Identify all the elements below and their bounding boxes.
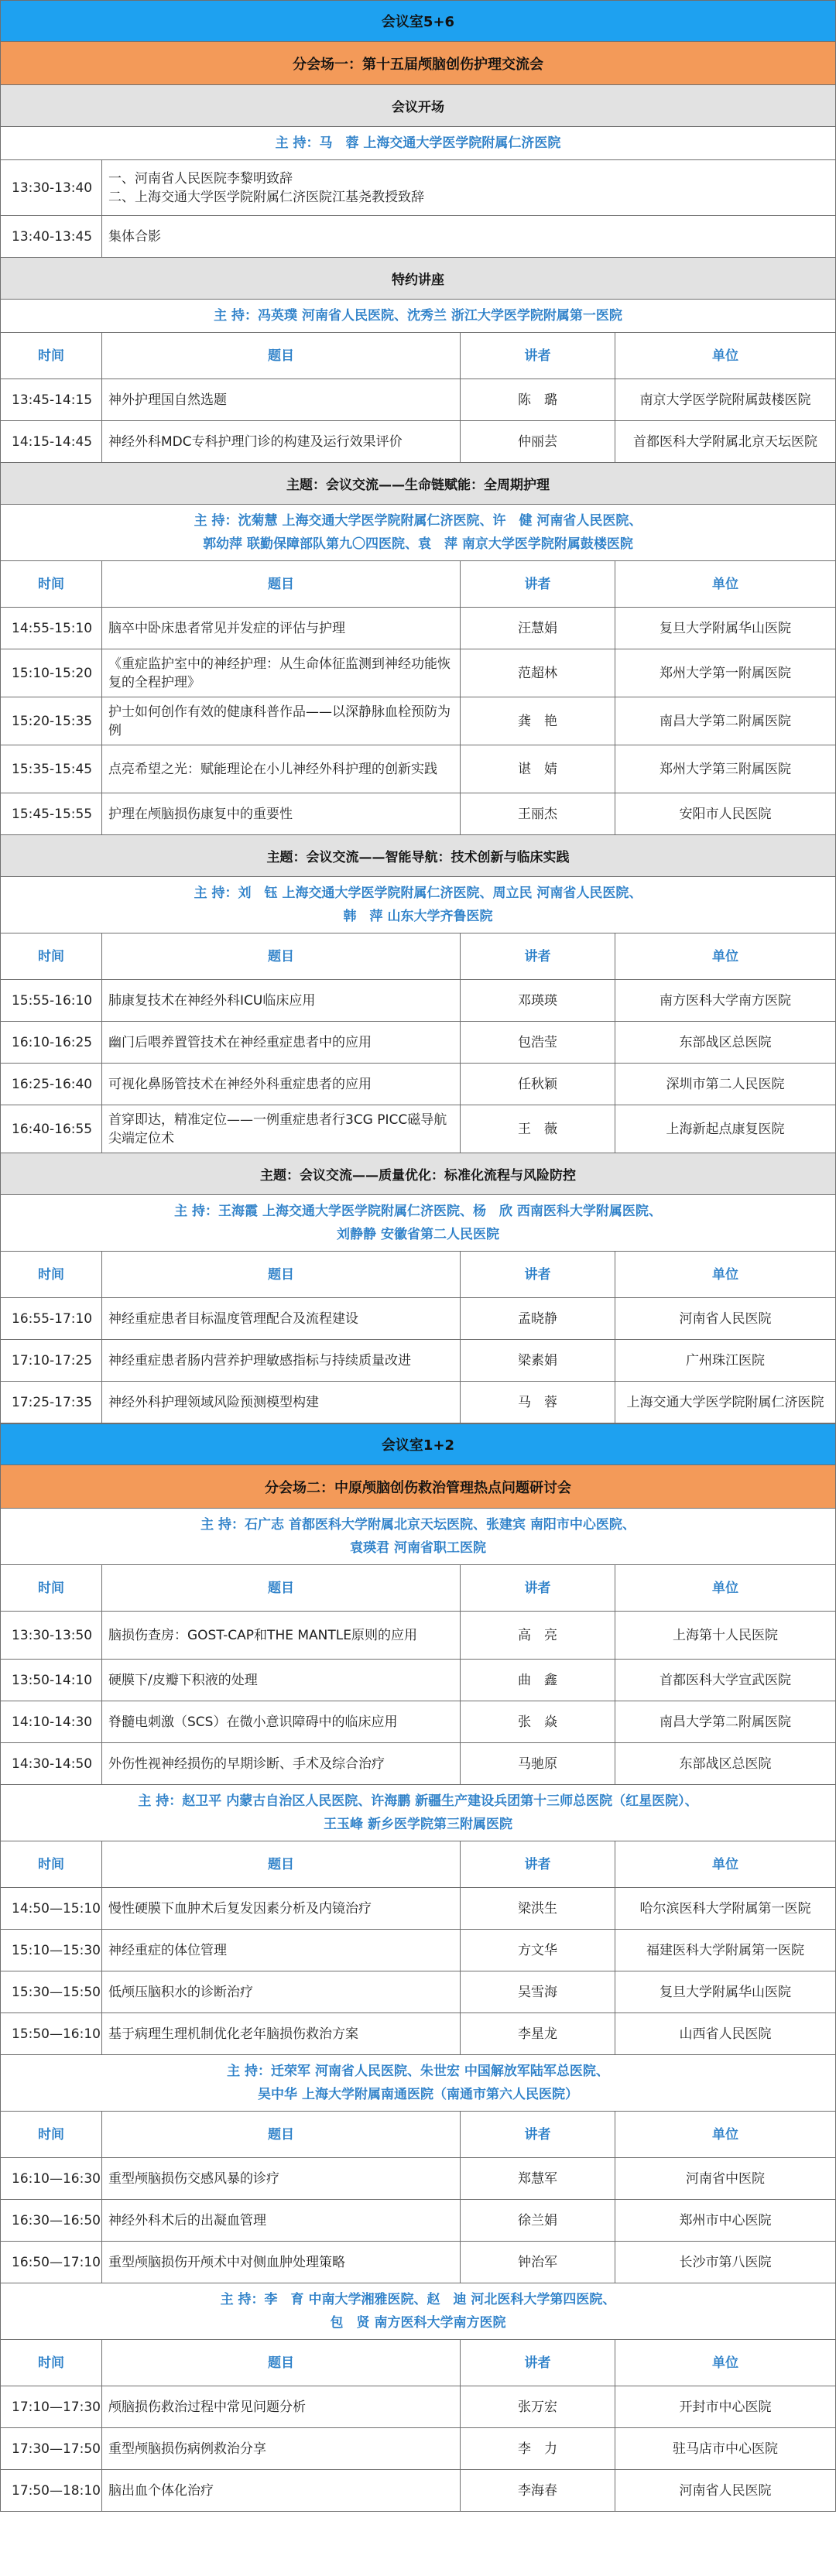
row-speaker: 李海春 <box>460 2470 615 2511</box>
row-time: 13:45-14:15 <box>12 392 93 408</box>
row-speaker: 李 力 <box>460 2428 615 2469</box>
row-topic-lines: 一、河南省人民医院李黎明致辞 二、上海交通大学医学院附属仁济医院江基尧教授致辞 <box>108 170 424 205</box>
schedule-row <box>0 1888 836 1930</box>
row-speaker: 曲 鑫 <box>460 1660 615 1701</box>
header-topic: 题目 <box>101 333 460 379</box>
row-unit: 郑州市中心医院 <box>615 2200 835 2241</box>
row-speaker: 马驰原 <box>460 1743 615 1784</box>
schedule-row <box>0 649 836 697</box>
schedule-row <box>0 2200 836 2242</box>
header-topic: 题目 <box>101 2340 460 2386</box>
row-time: 15:35-15:45 <box>12 761 93 777</box>
schedule-row <box>0 1660 836 1701</box>
header-time: 时间 <box>38 1856 64 1872</box>
host-text: 主 持：刘 钰 上海交通大学医学院附属仁济医院、周立民 河南省人民医院、 韩 萍 山东大学齐鲁医院 <box>194 886 642 924</box>
row-time: 14:50—15:10 <box>12 1900 101 1917</box>
schedule-row <box>0 1064 836 1105</box>
row-speaker: 包浩莹 <box>460 1022 615 1063</box>
row-unit: 开封市中心医院 <box>615 2386 835 2427</box>
table-header-row <box>0 2340 836 2386</box>
row-topic: 点亮希望之光：赋能理论在小儿神经外科护理的创新实践 <box>101 745 460 793</box>
header-speaker: 讲者 <box>460 2112 615 2157</box>
schedule-row <box>0 980 836 1022</box>
row-topic: 重型颅脑损伤病例救治分享 <box>101 2428 460 2469</box>
row-time: 13:40-13:45 <box>12 228 93 245</box>
row-topic: 幽门后喂养置管技术在神经重症患者中的应用 <box>101 1022 460 1063</box>
row-time: 15:30—15:50 <box>12 1984 101 2000</box>
row-time: 17:10—17:30 <box>12 2399 101 2415</box>
schedule-row <box>0 1340 836 1382</box>
row-unit: 复旦大学附属华山医院 <box>615 1971 835 2012</box>
host-text: 主 持：赵卫平 内蒙古自治区人民医院、许海鹏 新疆生产建设兵团第十三师总医院（红星医院）、 王玉峰 新乡医学院第三附属医院 <box>138 1793 698 1832</box>
row-unit: 广州珠江医院 <box>615 1340 835 1381</box>
room-title: 会议室1+2 <box>0 1423 836 1465</box>
host-text: 主 持：石广志 首都医科大学附属北京天坛医院、张建宾 南阳市中心医院、 袁瑛君 河南省职工医院 <box>200 1517 636 1556</box>
row-unit: 南方医科大学南方医院 <box>615 980 835 1021</box>
row-speaker: 钟治军 <box>460 2242 615 2283</box>
row-speaker: 张万宏 <box>460 2386 615 2427</box>
row-unit: 河南省人民医院 <box>615 2470 835 2511</box>
row-topic: 脑出血个体化治疗 <box>101 2470 460 2511</box>
section-title: 主题：会议交流——质量优化：标准化流程与风险防控 <box>0 1153 836 1195</box>
row-time: 16:30—16:50 <box>12 2212 101 2228</box>
schedule-row <box>0 1743 836 1785</box>
row-unit: 东部战区总医院 <box>615 1743 835 1784</box>
row-unit: 南昌大学第二附属医院 <box>615 697 835 745</box>
schedule-row <box>0 1930 836 1971</box>
table-header-row <box>0 1565 836 1612</box>
row-topic: 神经外科MDC专科护理门诊的构建及运行效果评价 <box>101 421 460 462</box>
host-line <box>0 2283 836 2340</box>
session-title: 分会场二：中原颅脑创伤救治管理热点问题研讨会 <box>0 1465 836 1509</box>
row-time: 15:55-16:10 <box>12 992 93 1009</box>
row-unit: 郑州大学第三附属医院 <box>615 745 835 793</box>
row-unit: 河南省中医院 <box>615 2158 835 2199</box>
row-unit: 哈尔滨医科大学附属第一医院 <box>615 1888 835 1929</box>
row-unit: 复旦大学附属华山医院 <box>615 608 835 649</box>
header-topic: 题目 <box>101 1565 460 1611</box>
row-time: 15:50—16:10 <box>12 2026 101 2042</box>
header-speaker: 讲者 <box>460 1841 615 1887</box>
schedule-row <box>0 793 836 835</box>
header-speaker: 讲者 <box>460 933 615 979</box>
row-unit: 上海第十人民医院 <box>615 1612 835 1659</box>
row-topic: 护士如何创作有效的健康科普作品——以深静脉血栓预防为例 <box>101 697 460 745</box>
row-unit: 深圳市第二人民医院 <box>615 1064 835 1105</box>
row-topic: 神经外科术后的出凝血管理 <box>101 2200 460 2241</box>
schedule-row <box>0 1105 836 1153</box>
row-time: 17:10-17:25 <box>12 1352 93 1368</box>
host-line <box>0 1509 836 1565</box>
header-unit: 单位 <box>615 1841 835 1887</box>
schedule-row <box>0 379 836 421</box>
row-speaker: 谌 婧 <box>460 745 615 793</box>
host-text: 主 持：冯英璞 河南省人民医院、沈秀兰 浙江大学医学院附属第一医院 <box>214 308 622 324</box>
schedule-row <box>0 2428 836 2470</box>
header-speaker: 讲者 <box>460 2340 615 2386</box>
row-topic: 神经重症患者肠内营养护理敏感指标与持续质量改进 <box>101 1340 460 1381</box>
table-header-row <box>0 2112 836 2158</box>
header-topic: 题目 <box>101 2112 460 2157</box>
row-unit: 南昌大学第二附属医院 <box>615 1701 835 1742</box>
row-topic <box>101 216 835 257</box>
schedule-row <box>0 1701 836 1743</box>
host-line <box>0 2055 836 2112</box>
row-speaker: 邓瑛瑛 <box>460 980 615 1021</box>
host-line <box>0 300 836 333</box>
row-unit: 长沙市第八医院 <box>615 2242 835 2283</box>
host-line <box>0 1785 836 1841</box>
host-line <box>0 1195 836 1252</box>
row-speaker: 马 蓉 <box>460 1382 615 1423</box>
host-text: 主 持：迁荣军 河南省人民医院、朱世宏 中国解放军陆军总医院、 吴中华 上海大学附属南通医院（南通市第六人民医院） <box>227 2064 609 2102</box>
row-unit: 山西省人民医院 <box>615 2013 835 2054</box>
schedule-row <box>0 421 836 463</box>
schedule-row <box>0 1298 836 1340</box>
schedule-row <box>0 697 836 745</box>
row-topic: 硬膜下/皮瓣下积液的处理 <box>101 1660 460 1701</box>
header-time: 时间 <box>38 348 64 364</box>
schedule-row <box>0 216 836 258</box>
header-time: 时间 <box>38 1580 64 1596</box>
row-topic: 神经外科护理领域风险预测模型构建 <box>101 1382 460 1423</box>
table-header-row <box>0 333 836 379</box>
row-time: 16:10—16:30 <box>12 2170 101 2187</box>
header-unit: 单位 <box>615 933 835 979</box>
row-topic-lines: 集体合影 <box>108 228 161 245</box>
header-unit: 单位 <box>615 2340 835 2386</box>
room-title: 会议室5+6 <box>0 0 836 42</box>
row-time: 16:55-17:10 <box>12 1310 93 1327</box>
row-topic: 神经重症的体位管理 <box>101 1930 460 1971</box>
row-speaker: 仲丽芸 <box>460 421 615 462</box>
row-unit: 东部战区总医院 <box>615 1022 835 1063</box>
table-header-row <box>0 933 836 980</box>
row-speaker: 范超林 <box>460 649 615 697</box>
host-text: 主 持：李 育 中南大学湘雅医院、赵 迪 河北医科大学第四医院、 包 贤 南方医科大学南方医院 <box>220 2292 616 2331</box>
schedule-row <box>0 1022 836 1064</box>
header-unit: 单位 <box>615 333 835 379</box>
row-unit: 首都医科大学宣武医院 <box>615 1660 835 1701</box>
header-speaker: 讲者 <box>460 333 615 379</box>
row-time: 16:10-16:25 <box>12 1034 93 1050</box>
row-topic: 颅脑损伤救治过程中常见问题分析 <box>101 2386 460 2427</box>
row-topic: 神经重症患者目标温度管理配合及流程建设 <box>101 1298 460 1339</box>
row-topic: 肺康复技术在神经外科ICU临床应用 <box>101 980 460 1021</box>
header-time: 时间 <box>38 1266 64 1283</box>
section-title: 主题：会议交流——智能导航：技术创新与临床实践 <box>0 835 836 877</box>
header-unit: 单位 <box>615 561 835 607</box>
row-time: 14:15-14:45 <box>12 433 93 450</box>
row-topic: 护理在颅脑损伤康复中的重要性 <box>101 793 460 834</box>
header-topic: 题目 <box>101 561 460 607</box>
row-speaker: 任秋颖 <box>460 1064 615 1105</box>
row-unit: 上海新起点康复医院 <box>615 1105 835 1153</box>
row-unit: 首都医科大学附属北京天坛医院 <box>615 421 835 462</box>
header-topic: 题目 <box>101 1252 460 1297</box>
row-unit: 驻马店市中心医院 <box>615 2428 835 2469</box>
host-text: 主 持：马 蓉 上海交通大学医学院附属仁济医院 <box>275 135 561 151</box>
section-title: 会议开场 <box>0 85 836 127</box>
section-title: 特约讲座 <box>0 258 836 300</box>
table-header-row <box>0 561 836 608</box>
row-speaker: 陈 璐 <box>460 379 615 420</box>
schedule-row <box>0 2470 836 2512</box>
header-speaker: 讲者 <box>460 1565 615 1611</box>
table-header-row <box>0 1252 836 1298</box>
row-topic: 外伤性视神经损伤的早期诊断、手术及综合治疗 <box>101 1743 460 1784</box>
row-topic: 脊髓电刺激（SCS）在微小意识障碍中的临床应用 <box>101 1701 460 1742</box>
row-unit: 福建医科大学附属第一医院 <box>615 1930 835 1971</box>
host-line <box>0 127 836 160</box>
header-speaker: 讲者 <box>460 1252 615 1297</box>
row-speaker: 郑慧军 <box>460 2158 615 2199</box>
header-unit: 单位 <box>615 2112 835 2157</box>
row-speaker: 高 亮 <box>460 1612 615 1659</box>
schedule-row <box>0 2242 836 2283</box>
row-speaker: 王丽杰 <box>460 793 615 834</box>
row-time: 17:50—18:10 <box>12 2482 101 2499</box>
row-topic: 重型颅脑损伤交感风暴的诊疗 <box>101 2158 460 2199</box>
row-speaker: 李星龙 <box>460 2013 615 2054</box>
row-unit: 南京大学医学院附属鼓楼医院 <box>615 379 835 420</box>
row-unit: 上海交通大学医学院附属仁济医院 <box>615 1382 835 1423</box>
row-time: 14:10-14:30 <box>12 1714 93 1730</box>
row-time: 15:20-15:35 <box>12 713 93 729</box>
table-header-row <box>0 1841 836 1888</box>
row-topic: 低颅压脑积水的诊断治疗 <box>101 1971 460 2012</box>
schedule-row <box>0 1971 836 2013</box>
row-speaker: 梁素娟 <box>460 1340 615 1381</box>
row-speaker: 汪慧娟 <box>460 608 615 649</box>
schedule-row <box>0 608 836 649</box>
row-speaker: 龚 艳 <box>460 697 615 745</box>
schedule-row <box>0 2386 836 2428</box>
host-text: 主 持：王海霞 上海交通大学医学院附属仁济医院、杨 欣 西南医科大学附属医院、 刘静静 安徽省第二人民医院 <box>174 1204 662 1242</box>
row-topic: 脑卒中卧床患者常见并发症的评估与护理 <box>101 608 460 649</box>
header-time: 时间 <box>38 2126 64 2143</box>
header-speaker: 讲者 <box>460 561 615 607</box>
row-speaker: 徐兰娟 <box>460 2200 615 2241</box>
row-topic: 可视化鼻肠管技术在神经外科重症患者的应用 <box>101 1064 460 1105</box>
row-time: 17:25-17:35 <box>12 1394 93 1410</box>
host-text: 主 持：沈菊慧 上海交通大学医学院附属仁济医院、许 健 河南省人民医院、 郭幼萍 联勤保障部队第九〇四医院、袁 萍 南京大学医学院附属鼓楼医院 <box>194 513 642 552</box>
row-topic <box>101 160 835 215</box>
row-unit: 郑州大学第一附属医院 <box>615 649 835 697</box>
row-time: 16:25-16:40 <box>12 1076 93 1092</box>
header-time: 时间 <box>38 948 64 964</box>
row-time: 16:40-16:55 <box>12 1121 93 1137</box>
row-speaker: 方文华 <box>460 1930 615 1971</box>
header-unit: 单位 <box>615 1252 835 1297</box>
row-topic: 脑损伤查房：GOST-CAP和THE MANTLE原则的应用 <box>101 1612 460 1659</box>
schedule-row <box>0 2158 836 2200</box>
session-title: 分会场一：第十五届颅脑创伤护理交流会 <box>0 42 836 85</box>
row-topic: 神外护理国自然选题 <box>101 379 460 420</box>
row-time: 15:10—15:30 <box>12 1942 101 1958</box>
row-topic: 《重症监护室中的神经护理：从生命体征监测到神经功能恢复的全程护理》 <box>101 649 460 697</box>
row-speaker: 王 薇 <box>460 1105 615 1153</box>
row-time: 15:10-15:20 <box>12 665 93 681</box>
schedule-row <box>0 160 836 216</box>
row-unit: 河南省人民医院 <box>615 1298 835 1339</box>
header-time: 时间 <box>38 2355 64 2371</box>
header-unit: 单位 <box>615 1565 835 1611</box>
row-topic: 基于病理生理机制优化老年脑损伤救治方案 <box>101 2013 460 2054</box>
schedule-row <box>0 1612 836 1660</box>
row-topic: 首穿即达，精准定位——一例重症患者行3CG PICC磁导航尖端定位术 <box>101 1105 460 1153</box>
row-unit: 安阳市人民医院 <box>615 793 835 834</box>
schedule-row <box>0 2013 836 2055</box>
header-topic: 题目 <box>101 1841 460 1887</box>
row-topic: 慢性硬膜下血肿术后复发因素分析及内镜治疗 <box>101 1888 460 1929</box>
header-topic: 题目 <box>101 933 460 979</box>
row-time: 17:30—17:50 <box>12 2441 101 2457</box>
row-speaker: 张 焱 <box>460 1701 615 1742</box>
schedule-row <box>0 1382 836 1423</box>
row-time: 16:50—17:10 <box>12 2254 101 2270</box>
row-time: 14:30-14:50 <box>12 1756 93 1772</box>
row-speaker: 吴雪海 <box>460 1971 615 2012</box>
row-speaker: 梁洪生 <box>460 1888 615 1929</box>
host-line <box>0 877 836 933</box>
row-time: 15:45-15:55 <box>12 806 93 822</box>
host-line <box>0 505 836 561</box>
row-time: 13:30-13:40 <box>12 180 93 196</box>
row-time: 14:55-15:10 <box>12 620 93 636</box>
row-topic: 重型颅脑损伤开颅术中对侧血肿处理策略 <box>101 2242 460 2283</box>
section-title: 主题：会议交流——生命链赋能：全周期护理 <box>0 463 836 505</box>
row-time: 13:50-14:10 <box>12 1672 93 1688</box>
schedule-row <box>0 745 836 793</box>
row-time: 13:30-13:50 <box>12 1627 93 1643</box>
header-time: 时间 <box>38 576 64 592</box>
row-speaker: 孟晓静 <box>460 1298 615 1339</box>
